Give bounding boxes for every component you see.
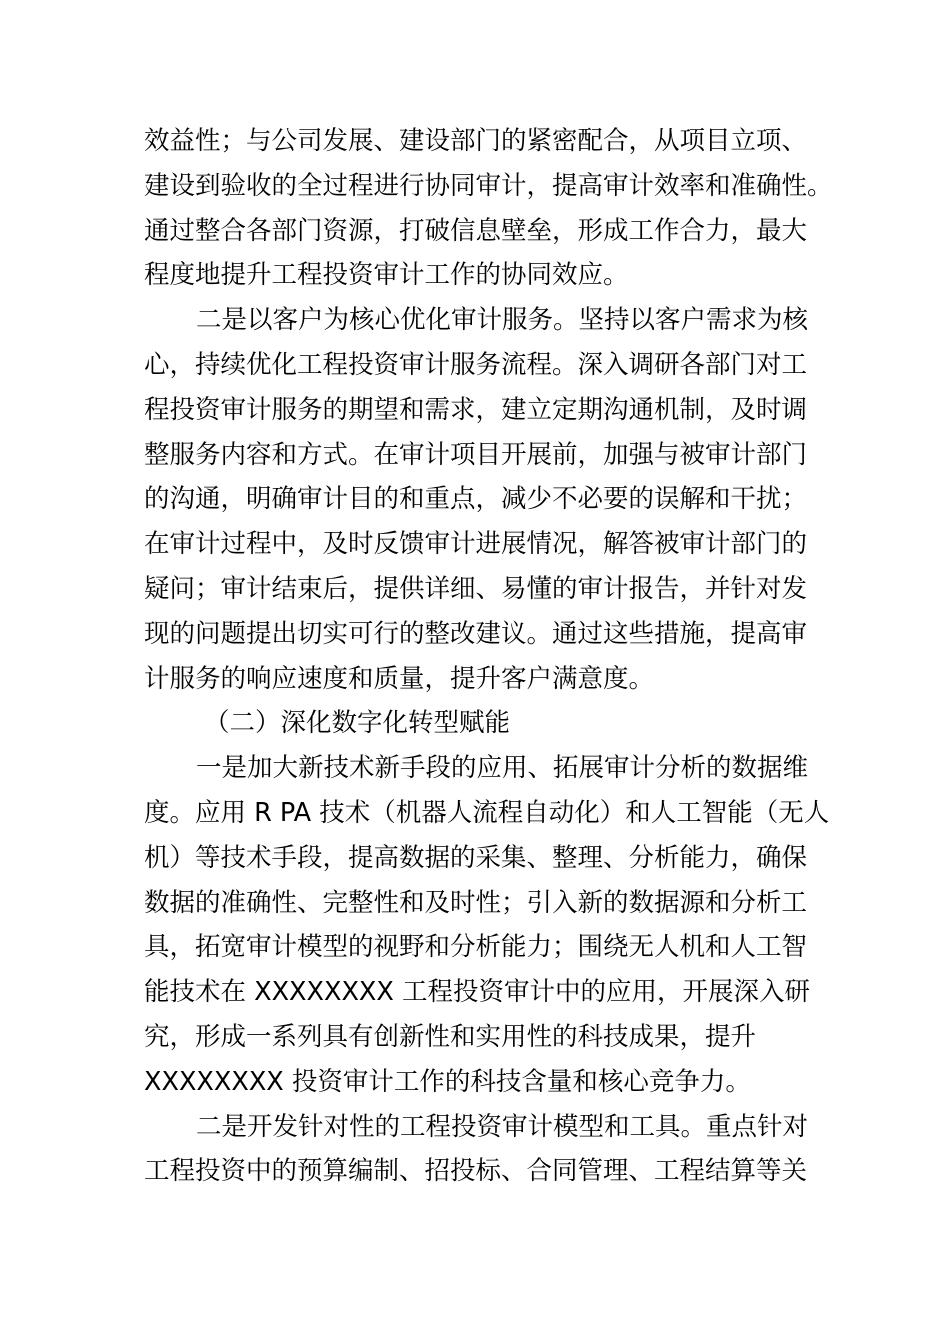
paragraph-first-line: 二是开发针对性的工程投资审计模型和工具。重点针对 [196, 1111, 809, 1142]
text-line: XXXXXXXX 投资审计工作的科技含量和核心竞争力。 [144, 1066, 751, 1097]
text-line: 程投资审计服务的期望和需求，建立定期沟通机制，及时调 [144, 394, 808, 425]
document-body [144, 119, 833, 1194]
text-line: 现的问题提出切实可行的整改建议。通过这些措施，提高审 [144, 618, 808, 649]
text-line: 机）等技术手段，提高数据的采集、整理、分析能力，确保 [144, 842, 808, 873]
text-line: 效益性；与公司发展、建设部门的紧密配合，从项目立项、 [144, 126, 808, 156]
text-line: 工程投资中的预算编制、招投标、合同管理、工程结算等关 [144, 1156, 808, 1187]
text-line: 心，持续优化工程投资审计服务流程。深入调研各部门对工 [144, 349, 808, 380]
text-line: 疑问；审计结束后，提供详细、易懂的审计报告，并针对发 [144, 573, 808, 604]
text-line: 数据的准确性、完整性和及时性；引入新的数据源和分析工 [144, 887, 808, 918]
text-line: 在审计过程中，及时反馈审计进展情况，解答被审计部门的 [144, 529, 808, 560]
paragraph-first-line: 二是以客户为核心优化审计服务。坚持以客户需求为核 [196, 305, 809, 336]
text-line: 通过整合各部门资源，打破信息壁垒，形成工作合力，最大 [144, 215, 808, 246]
section-heading: （二）深化数字化转型赋能 [204, 708, 511, 739]
text-line: 度。应用 R PA 技术（机器人流程自动化）和人工智能（无人 [144, 797, 830, 828]
text-line: 整服务内容和方式。在审计项目开展前，加强与被审计部门 [144, 439, 808, 470]
text-line: 究，形成一系列具有创新性和实用性的科技成果，提升 [144, 1021, 757, 1052]
text-line: 具，拓宽审计模型的视野和分析能力；围绕无人机和人工智 [144, 932, 808, 963]
text-line: 程度地提升工程投资审计工作的协同效应。 [144, 260, 629, 291]
paragraph-first-line: 一是加大新技术新手段的应用、拓展审计分析的数据维 [196, 753, 809, 784]
text-line: 建设到验收的全过程进行协同审计，提高审计效率和准确性。 [144, 170, 833, 201]
text-line: 的沟通，明确审计目的和重点，减少不必要的误解和干扰； [144, 484, 808, 515]
text-line: 计服务的响应速度和质量，提升客户满意度。 [144, 663, 655, 694]
text-line: 能技术在 XXXXXXXX 工程投资审计中的应用，开展深入研 [144, 977, 810, 1008]
